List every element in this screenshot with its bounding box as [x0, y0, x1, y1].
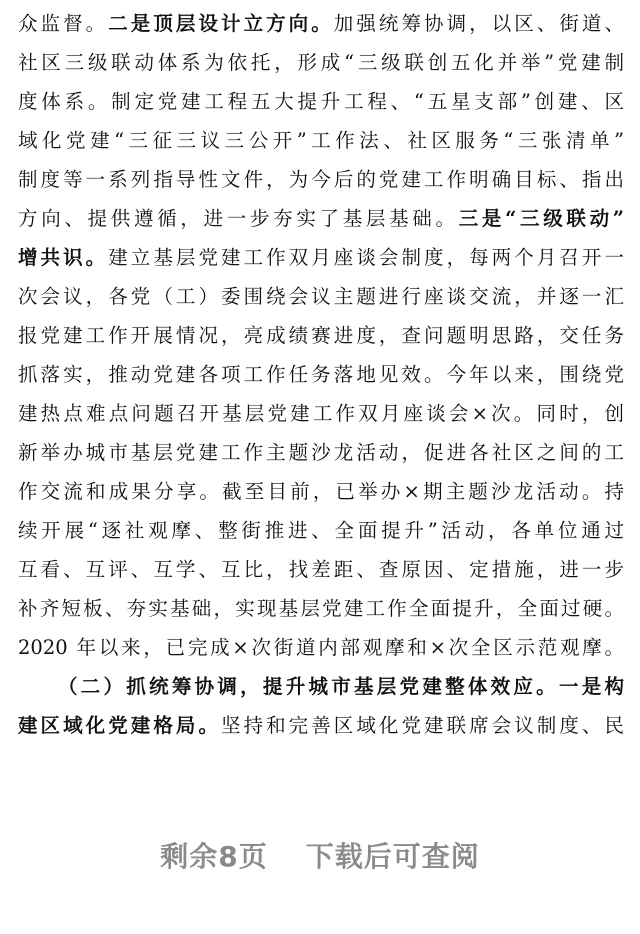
text-line: 2020 年以来，已完成×次街道内部观摩和×次全区示范观摩。 — [18, 636, 624, 659]
text-line: 续开展“逐社观摩、整街推进、全面提升”活动，各单位通过 — [18, 519, 624, 542]
text-line: 次会议，各党（工）委围绕会议主题进行座谈交流，并逐一汇 — [18, 285, 624, 308]
text-line: 众监督。二是顶层设计立方向。加强统筹协调，以区、街道、 — [18, 12, 624, 35]
text-line: 制度等一系列指导性文件，为今后的党建工作明确目标、指出 — [18, 168, 624, 191]
text-line: 新举办城市基层党建工作主题沙龙活动，促进各社区之间的工 — [18, 441, 624, 464]
remaining-pages-label: 剩余8页 — [160, 840, 268, 873]
download-prompt[interactable] — [0, 835, 640, 875]
document-body — [18, 4, 624, 745]
text-line: 抓落实，推动党建各项工作任务落地见效。今年以来，围绕党 — [18, 363, 624, 386]
text-line: 互看、互评、互学、互比，找差距、查原因、定措施，进一步 — [18, 558, 624, 581]
text-line: 域化党建“三征三议三公开”工作法、社区服务“三张清单” — [18, 129, 624, 152]
text-line: 方向、提供遵循，进一步夯实了基层基础。三是“三级联动” — [18, 207, 624, 230]
text-line: 作交流和成果分享。截至目前，已举办×期主题沙龙活动。持 — [18, 480, 624, 503]
text-line: 建区域化党建格局。坚持和完善区域化党建联席会议制度、民 — [18, 714, 624, 737]
text-line: 度体系。制定党建工程五大提升工程、“五星支部”创建、区 — [18, 90, 624, 113]
download-to-view-label: 下载后可查阅 — [305, 840, 480, 873]
text-line: 报党建工作开展情况，亮成绩赛进度，查问题明思路，交任务 — [18, 324, 624, 347]
text-line: 增共识。建立基层党建工作双月座谈会制度，每两个月召开一 — [18, 246, 624, 269]
text-line: 建热点难点问题召开基层党建工作双月座谈会×次。同时，创 — [18, 402, 624, 425]
text-line: 补齐短板、夯实基础，实现基层党建工作全面提升，全面过硬。 — [18, 597, 624, 620]
text-line: 社区三级联动体系为依托，形成“三级联创五化并举”党建制 — [18, 51, 624, 74]
section-heading: （二）抓统筹协调，提升城市基层党建整体效应。一是构 — [58, 675, 624, 698]
